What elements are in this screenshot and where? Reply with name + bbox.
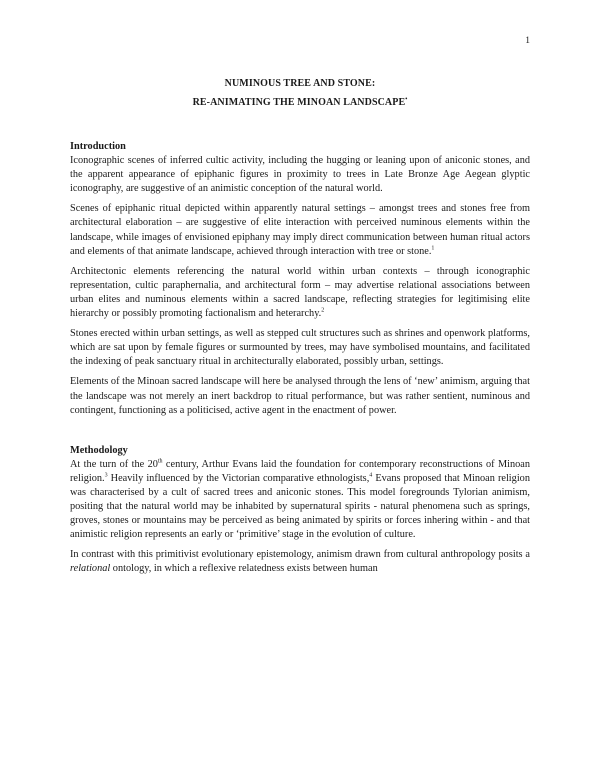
footnote-ref-1[interactable]: 1	[431, 245, 435, 252]
footnote-ref-3[interactable]: 3	[104, 472, 108, 479]
methodology-p1-part-d: Evans proposed that Minoan religion was characterised by a cult of sacred trees and aniconic stones. This model foregrounds Tylorian animism, positing that the natural world may be inhabited by supernatural spirits - natural phenomena such as springs, groves, stones or mountains may be perceived as being animated by spirits or forces inhering within - and that animistic religion represents an early or ‘primitive’ stage in the evolution of culture.	[70, 472, 530, 541]
methodology-p1-part-c: Heavily influenced by the Victorian comparative ethnologists,	[107, 472, 370, 484]
methodology-p2-part-b: ontology, in which a reflexive relatedness exists between human	[110, 563, 378, 575]
title-line-2	[70, 97, 530, 108]
footnote-ref-2[interactable]: 2	[321, 307, 325, 314]
main-content	[70, 140, 530, 583]
page-number: 1	[525, 36, 530, 46]
introduction-paragraph-4: Stones erected within urban settings, as well as stepped cult structures such as shrines and openwork platforms, which are sat upon by female figures or surmounted by trees, may have symbolised mountains, and facilitated the indexing of peak sanctuary ritual in architecturally elaborated, possibly urban, settings.	[70, 328, 530, 368]
introduction-heading: Introduction	[70, 141, 126, 152]
footnote-ref-4[interactable]: 4	[369, 472, 373, 479]
methodology-p2-part-a: In contrast with this primitivist evolutionary epistemology, animism drawn from cultural anthropology posits a	[70, 549, 530, 561]
introduction-paragraph-3	[70, 265, 530, 321]
methodology-p2-emphasis: relational	[70, 563, 111, 575]
introduction-paragraph-3-text: Architectonic elements referencing the natural world within urban contexts – through iconographic representation, cultic paraphernalia, and architectural form – may advertise relational associations between urban elites and numinous elements within a sacred landscape, reflecting strategies for legitimising elite hierarchy or possibly promoting factionalism and heterarchy.	[70, 265, 530, 320]
introduction-paragraph-2-text: Scenes of epiphanic ritual depicted within apparently natural settings – amongst trees and stones free from architectural elaboration – are suggestive of elite interaction with perceived numinous elements within the landscape, while images of envisioned epiphany may imply direct communication between human ritual actors and elements of that animate landscape, achieved through interaction with tree or stone.	[70, 203, 530, 257]
methodology-p1-part-a: At the turn of the 20	[70, 458, 158, 470]
methodology-paragraph-2	[70, 548, 530, 576]
introduction-paragraph-1: Iconographic scenes of inferred cultic activity, including the hugging or leaning upon of aniconic stones, and the apparent appearance of epiphanic figures in proximity to trees in Late Bronze Age Aegean glyptic iconography, are suggestive of an animistic conception of the natural world.	[70, 155, 530, 195]
title-line-2-text: RE-ANIMATING THE MINOAN LANDSCAPE	[192, 97, 406, 108]
introduction-section	[70, 140, 530, 418]
paper-title	[70, 78, 530, 116]
methodology-section	[70, 444, 530, 577]
ordinal-suffix: th	[157, 458, 163, 465]
introduction-paragraph-5: Elements of the Minoan sacred landscape will here be analysed through the lens of ‘new’ animism, arguing that the landscape was not merely an inert backdrop to ritual performance, but was rather sentient, numinous and contingent, functioning as a politicised, active agent in the enactment of power.	[70, 376, 530, 416]
methodology-p1-part-b: century, Arthur Evans laid the foundation for contemporary reconstructions of Minoan religion.	[70, 458, 530, 484]
title-line-1: NUMINOUS TREE AND STONE:	[224, 78, 376, 89]
methodology-paragraph-1	[70, 458, 530, 543]
title-footnote-mark: •	[405, 96, 408, 103]
section-spacer	[70, 424, 530, 444]
introduction-paragraph-2	[70, 202, 530, 258]
methodology-heading: Methodology	[70, 444, 128, 456]
